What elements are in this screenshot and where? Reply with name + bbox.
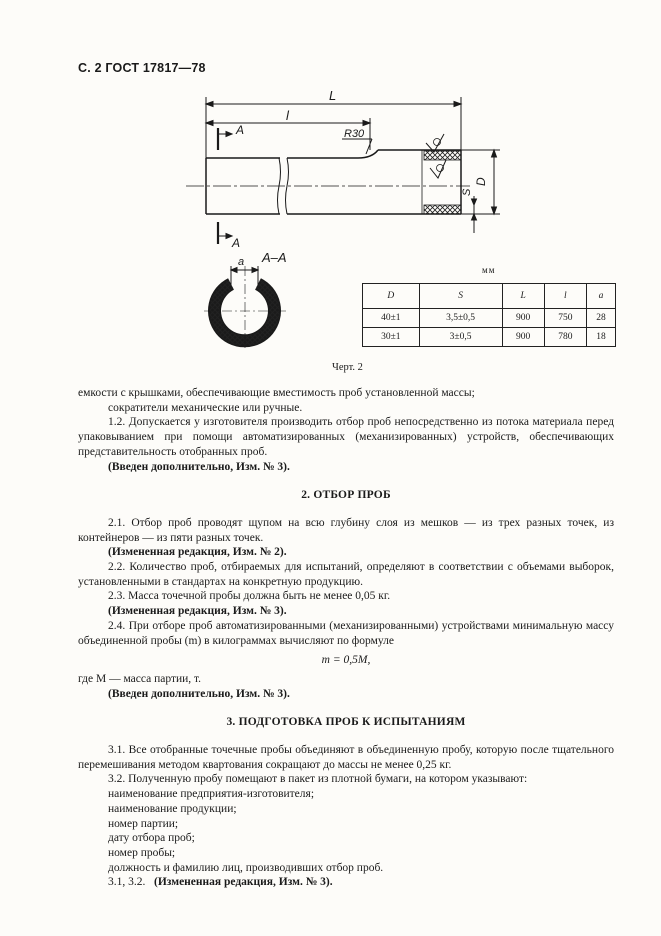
paragraph: сократители механические или ручные. [108, 401, 303, 414]
section-heading: 3. ПОДГОТОВКА ПРОБ К ИСПЫТАНИЯМ [226, 716, 466, 729]
clause-ref: 3.1, 3.2. [108, 876, 146, 889]
paragraph: емкости с крышками, обеспечивающие вместимость проб установленной массы; [78, 387, 475, 399]
paragraph [78, 875, 614, 890]
list-item: наименование предприятия-изготовителя; [108, 788, 315, 801]
table-cell: 18 [586, 328, 615, 347]
table-cell: 900 [502, 309, 544, 328]
paragraph: 2.2. Количество проб, отбираемых для испытаний, определяют в соответствии с объемами выборок, установленными в стандартах на конкретную продукцию. [78, 561, 614, 588]
table-cell: 40±1 [363, 309, 420, 328]
amendment-note: (Введен дополнительно, Изм. № 3). [108, 460, 290, 473]
list-item: должность и фамилию лиц, производивших отбор проб. [108, 861, 384, 874]
table-cell: 28 [586, 309, 615, 328]
list-item: номер пробы; [108, 846, 176, 859]
table-row [363, 309, 616, 328]
list-item: наименование продукции; [108, 802, 237, 815]
table-cell: 3,5±0,5 [419, 309, 502, 328]
document-body [78, 386, 614, 890]
paragraph: где M — масса партии, т. [78, 672, 202, 685]
table-header-cell: D [363, 284, 420, 309]
table-units: мм [482, 265, 496, 275]
table-header-cell: l [544, 284, 586, 309]
table-header-cell: S [419, 284, 502, 309]
label-r30: R30 [344, 128, 365, 140]
label-s: S [461, 188, 473, 196]
page-header: С. 2 ГОСТ 17817—78 [78, 61, 206, 75]
table-cell: 750 [544, 309, 586, 328]
formula: m = 0,5M, [321, 654, 371, 667]
label-d: D [474, 177, 488, 186]
paragraph: 3.2. Полученную пробу помещают в пакет из плотной бумаги, на котором указывают: [108, 773, 528, 786]
table-cell: 780 [544, 328, 586, 347]
table-header-row [363, 284, 616, 309]
table-cell: 900 [502, 328, 544, 347]
label-a-dim: a [238, 256, 245, 268]
label-l: l [286, 108, 289, 123]
table-row [363, 328, 616, 347]
label-a-bottom: A [232, 236, 241, 250]
list-item: номер партии; [108, 817, 179, 830]
amendment-note: (Введен дополнительно, Изм. № 3). [108, 687, 290, 700]
table-header-cell: L [502, 284, 544, 309]
section-heading: 2. ОТБОР ПРОБ [301, 489, 391, 502]
dimensions-table [362, 283, 616, 347]
paragraph: 2.3. Масса точечной пробы должна быть не менее 0,05 кг. [108, 590, 391, 603]
table-header-cell: a [586, 284, 615, 309]
paragraph: 2.4. При отборе проб автоматизированными (механизированными) устройствами минимальную массу объединенной пробы (m) в килограммах вычисляют по формуле [78, 619, 614, 647]
label-a-top: A [236, 123, 245, 137]
list-item: дату отбора проб; [108, 832, 195, 845]
figure-caption: Черт. 2 [332, 362, 363, 373]
amendment-note: (Измененная редакция, Изм. № 3). [154, 876, 333, 889]
paragraph: 3.1. Все отобранные точечные пробы объединяют в объединенную пробу, которую после тщательного перемешивания методом квартования сокращают до массы не менее 0,25 кг. [78, 744, 614, 771]
table-cell: 3±0,5 [419, 328, 502, 347]
table-cell: 30±1 [363, 328, 420, 347]
label-section: А–А [262, 250, 287, 265]
amendment-note: (Измененная редакция, Изм. № 2). [108, 546, 287, 559]
paragraph: 1.2. Допускается у изготовителя производить отбор проб непосредственно из потока материала перед упаковыванием при помощи автоматизированных (механизированных) устройств, обеспечивающих представительность отобранных проб. [78, 416, 614, 458]
label-L: L [329, 88, 337, 103]
paragraph: 2.1. Отбор проб проводят щупом на всю глубину слоя из мешков — из трех разных точек, из контейнеров — из пяти разных точек. [78, 516, 614, 544]
amendment-note: (Измененная редакция, Изм. № 3). [108, 605, 287, 618]
